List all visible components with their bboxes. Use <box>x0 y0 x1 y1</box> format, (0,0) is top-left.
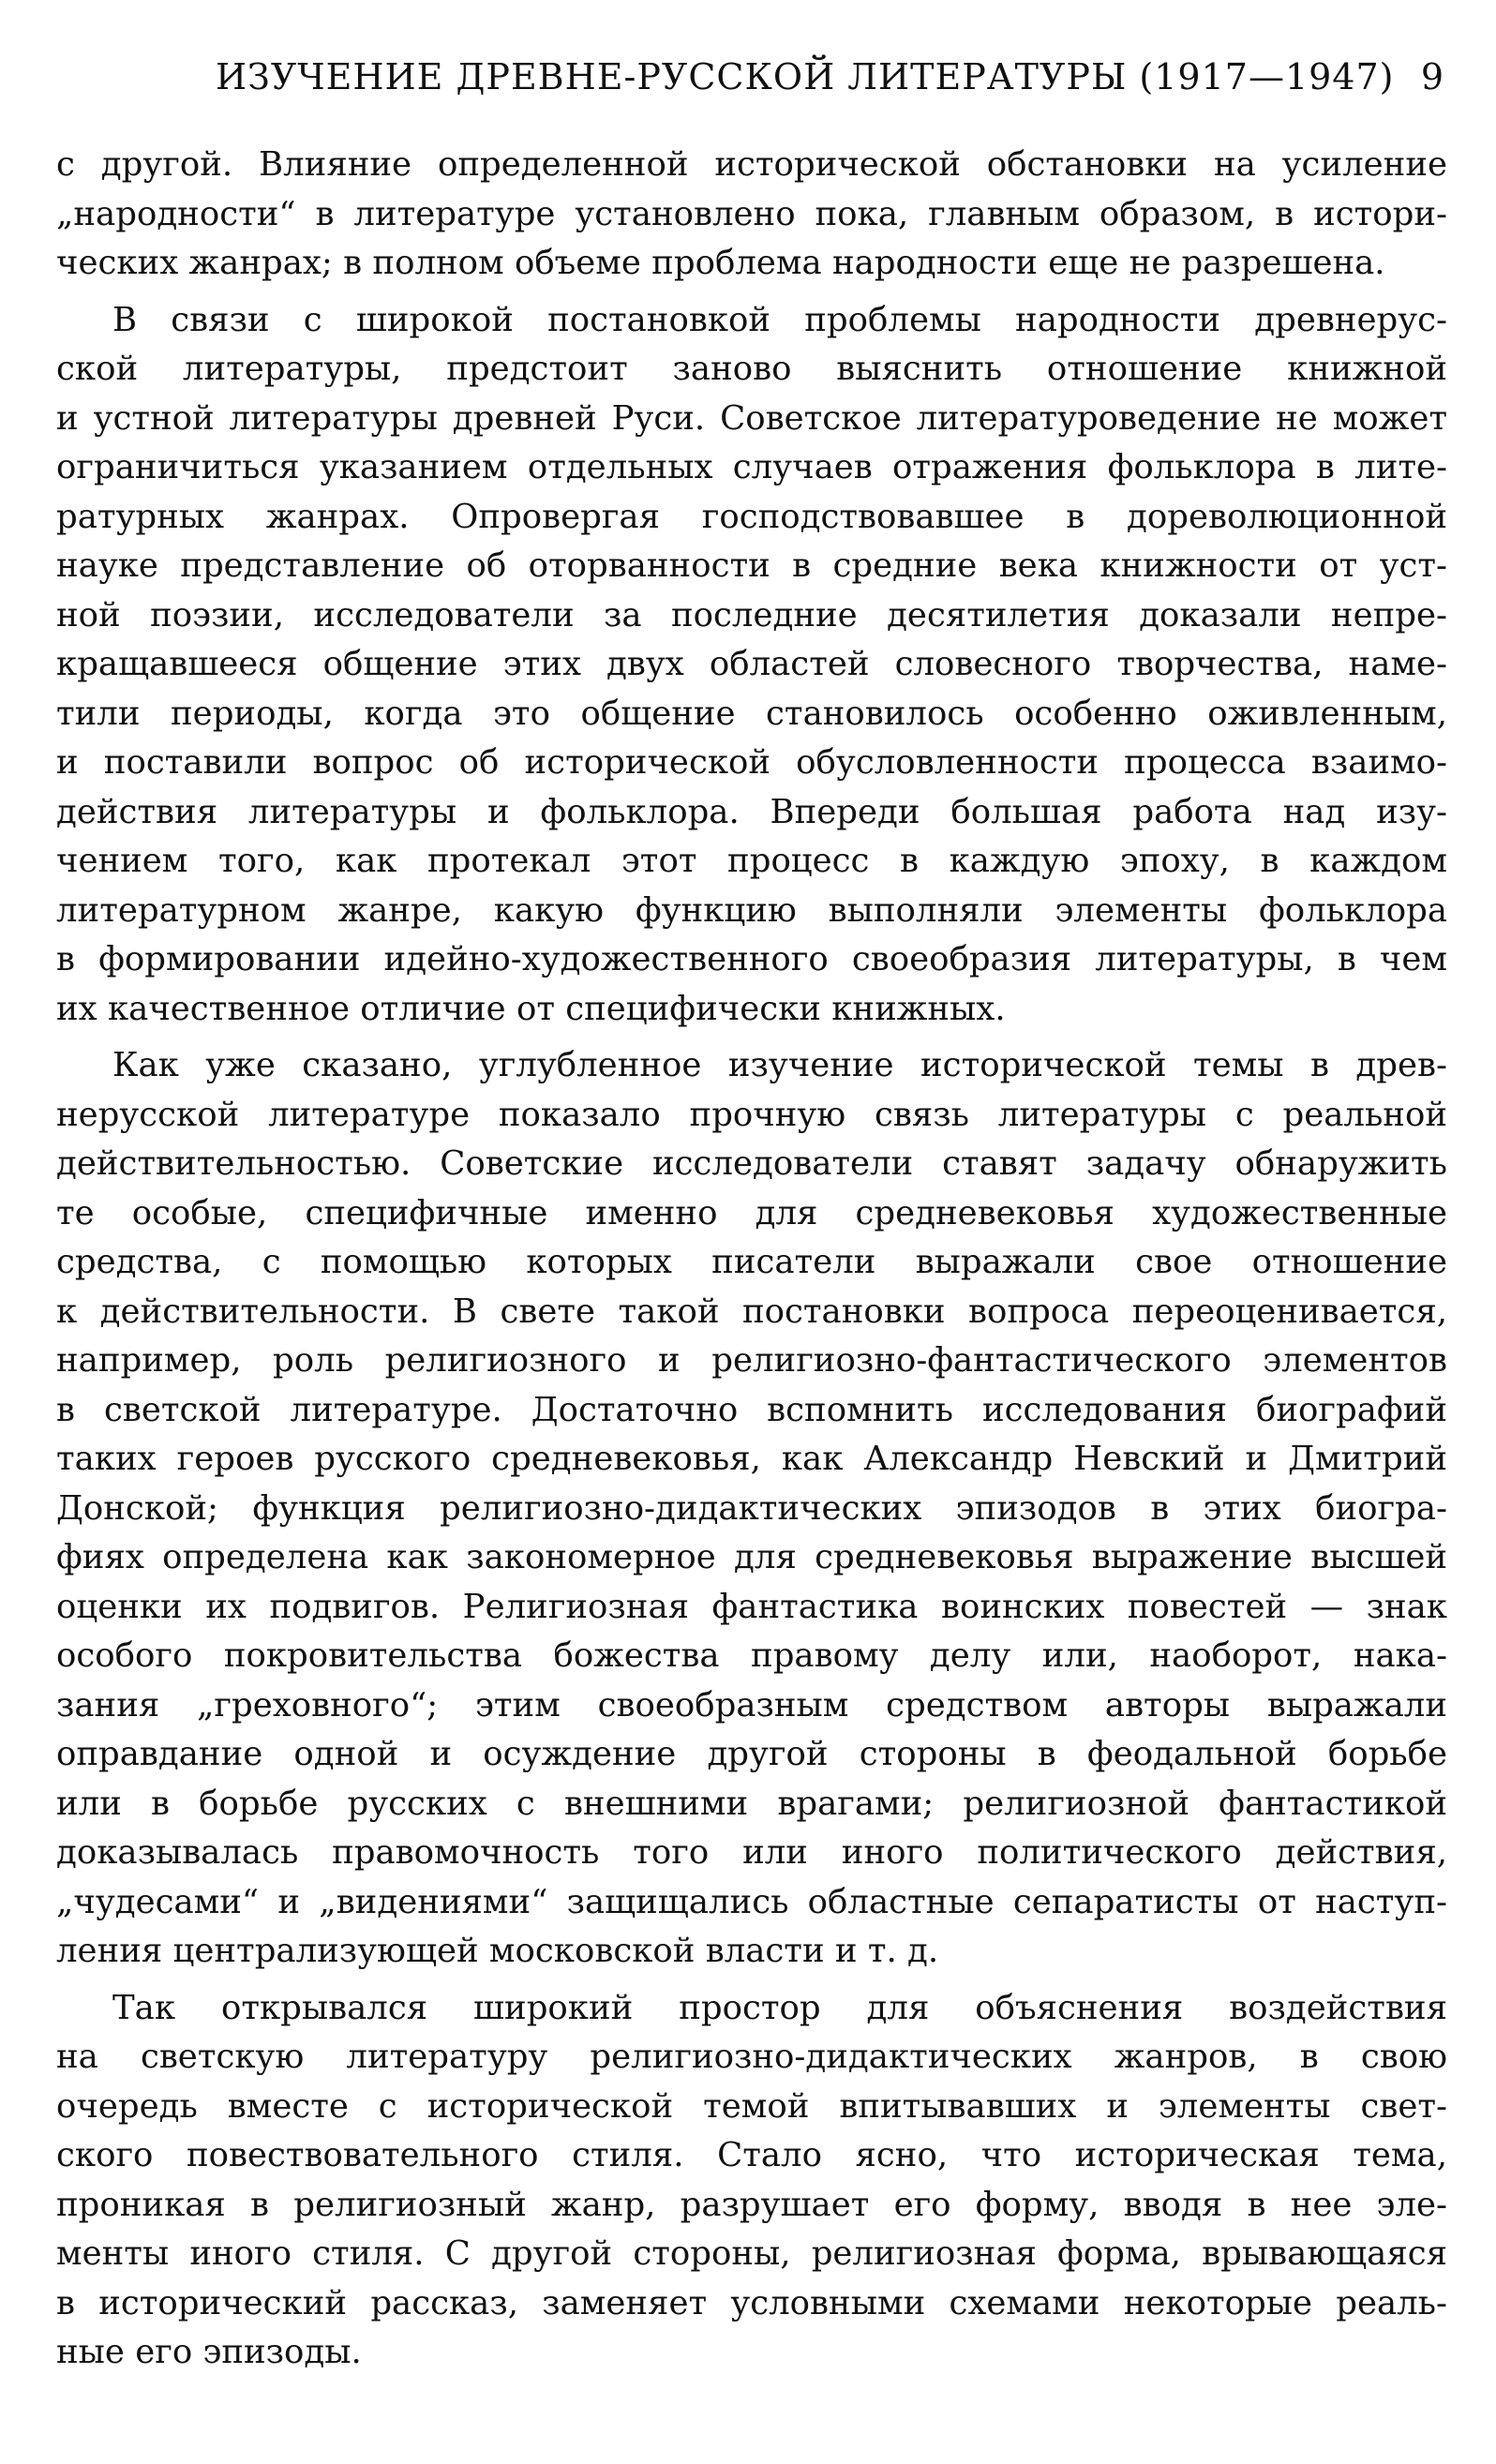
text-line: „народности“ в литературе установлено пока, главным образом, в истори- <box>56 194 1447 233</box>
paragraph-gap <box>56 289 1447 296</box>
text-line: кращавшееся общение этих двух областей словесного творчества, наме- <box>56 645 1447 683</box>
text-line: ной поэзии, исследователи за последние десятилетия доказали непре- <box>56 595 1447 635</box>
text-line: ные его эпизоды. <box>56 2333 362 2371</box>
text-line: особого покровительства божества правому делу или, наоборот, нака- <box>56 1636 1447 1675</box>
text-line: проникая в религиозный жанр, разрушает его форму, вводя в нее эле- <box>56 2185 1447 2224</box>
text-line: в формировании идейно-художественного своеобразия литературы, в чем <box>56 940 1447 978</box>
text-line: их качественное отличие от специфически книжных. <box>56 989 1006 1028</box>
text-line: ограничиться указанием отдельных случаев отражения фольклора в лите- <box>56 448 1447 486</box>
text-line: науке представление об оторванности в средние века книжности от уст- <box>56 546 1447 585</box>
page-header <box>56 49 1444 114</box>
paragraph <box>56 141 1447 289</box>
text-line: в исторический рассказ, заменяет условными схемами некоторые реаль- <box>56 2283 1447 2322</box>
body-text <box>56 141 1447 2378</box>
text-line: доказывалась правомочность того или иного политического действия, <box>56 1833 1447 1872</box>
text-line: фиях определена как закономерное для средневековья выражение высшей <box>56 1538 1447 1576</box>
text-line: например, роль религиозного и религиозно-фантастического элементов <box>56 1341 1447 1380</box>
page-number: 9 <box>1420 56 1444 97</box>
text-line: к действительности. В свете такой постановки вопроса переоценивается, <box>56 1292 1447 1331</box>
text-line: чением того, как протекал этот процесс в каждую эпоху, в каждом <box>56 842 1447 880</box>
paragraph-gap <box>56 1034 1447 1041</box>
paragraph <box>56 296 1447 1035</box>
text-line: ческих жанрах; в полном объеме проблема народности еще не разрешена. <box>56 244 1385 282</box>
text-line: оценки их подвигов. Религиозная фантастика воинских повестей — знак <box>56 1587 1447 1626</box>
text-line: ратурных жанрах. Опровергая господствовавшее в дореволюционной <box>56 497 1447 536</box>
text-line: и устной литературы древней Руси. Советское литературоведение не может <box>56 398 1447 438</box>
text-line: В связи с широкой постановкой проблемы народности древнерус- <box>112 300 1447 339</box>
text-line: средства, с помощью которых писатели выражали свое отношение <box>56 1243 1447 1281</box>
text-line: с другой. Влияние определенной исторической обстановки на усиление <box>56 145 1447 184</box>
paragraph <box>56 1984 1447 2378</box>
text-line: Так открывался широкий простор для объяснения воздействия <box>112 1988 1447 2027</box>
text-line: ской литературы, предстоит заново выяснить отношение книжной <box>56 350 1447 388</box>
text-line: те особые, специфичные именно для средневековья художественные <box>56 1193 1447 1232</box>
text-line: литературном жанре, какую функцию выполняли элементы фольклора <box>56 890 1447 930</box>
text-line: ления централизующей московской власти и т. д. <box>56 1932 939 1970</box>
text-line: тили периоды, когда это общение становилось особенно оживленным, <box>56 694 1447 733</box>
text-line: Как уже сказано, углубленное изучение исторической темы в древ- <box>112 1046 1447 1084</box>
paragraph-gap <box>56 1977 1447 1984</box>
text-line: очередь вместе с исторической темой впитывавших и элементы свет- <box>56 2086 1447 2126</box>
text-line: „чудесами“ и „видениями“ защищались областные сепаратисты от наступ- <box>56 1882 1447 1921</box>
text-line: действительностью. Советские исследователи ставят задачу обнаружить <box>56 1144 1447 1183</box>
text-line: менты иного стиля. С другой стороны, религиозная форма, врывающаяся <box>56 2234 1447 2273</box>
text-line: или в борьбе русских с внешними врагами; религиозной фантастикой <box>56 1784 1447 1823</box>
text-line: таких героев русского средневековья, как Александр Невский и Дмитрий <box>56 1440 1447 1478</box>
text-line: зания „греховного“; этим своеобразным средством авторы выражали <box>56 1685 1447 1725</box>
paragraph <box>56 1041 1447 1977</box>
text-line: в светской литературе. Достаточно вспомнить исследования биографий <box>56 1390 1447 1429</box>
text-line: Донской; функция религиозно-дидактических эпизодов в этих биогра- <box>56 1488 1447 1528</box>
text-line: ского повествовательного стиля. Стало ясно, что историческая тема, <box>56 2136 1447 2174</box>
text-line: оправдание одной и осуждение другой стороны в феодальной борьбе <box>56 1735 1447 1773</box>
text-line: на светскую литературу религиозно-дидактических жанров, в свою <box>56 2038 1447 2076</box>
text-line: и поставили вопрос об исторической обусловленности процесса взаимо- <box>56 743 1447 782</box>
text-line: нерусской литературе показало прочную связь литературы с реальной <box>56 1095 1447 1134</box>
running-head: ИЗУЧЕНИЕ ДРЕВНЕ-РУССКОЙ ЛИТЕРАТУРЫ (1917—1947) <box>216 56 1395 97</box>
text-line: действия литературы и фольклора. Впереди большая работа над изу- <box>56 792 1447 831</box>
